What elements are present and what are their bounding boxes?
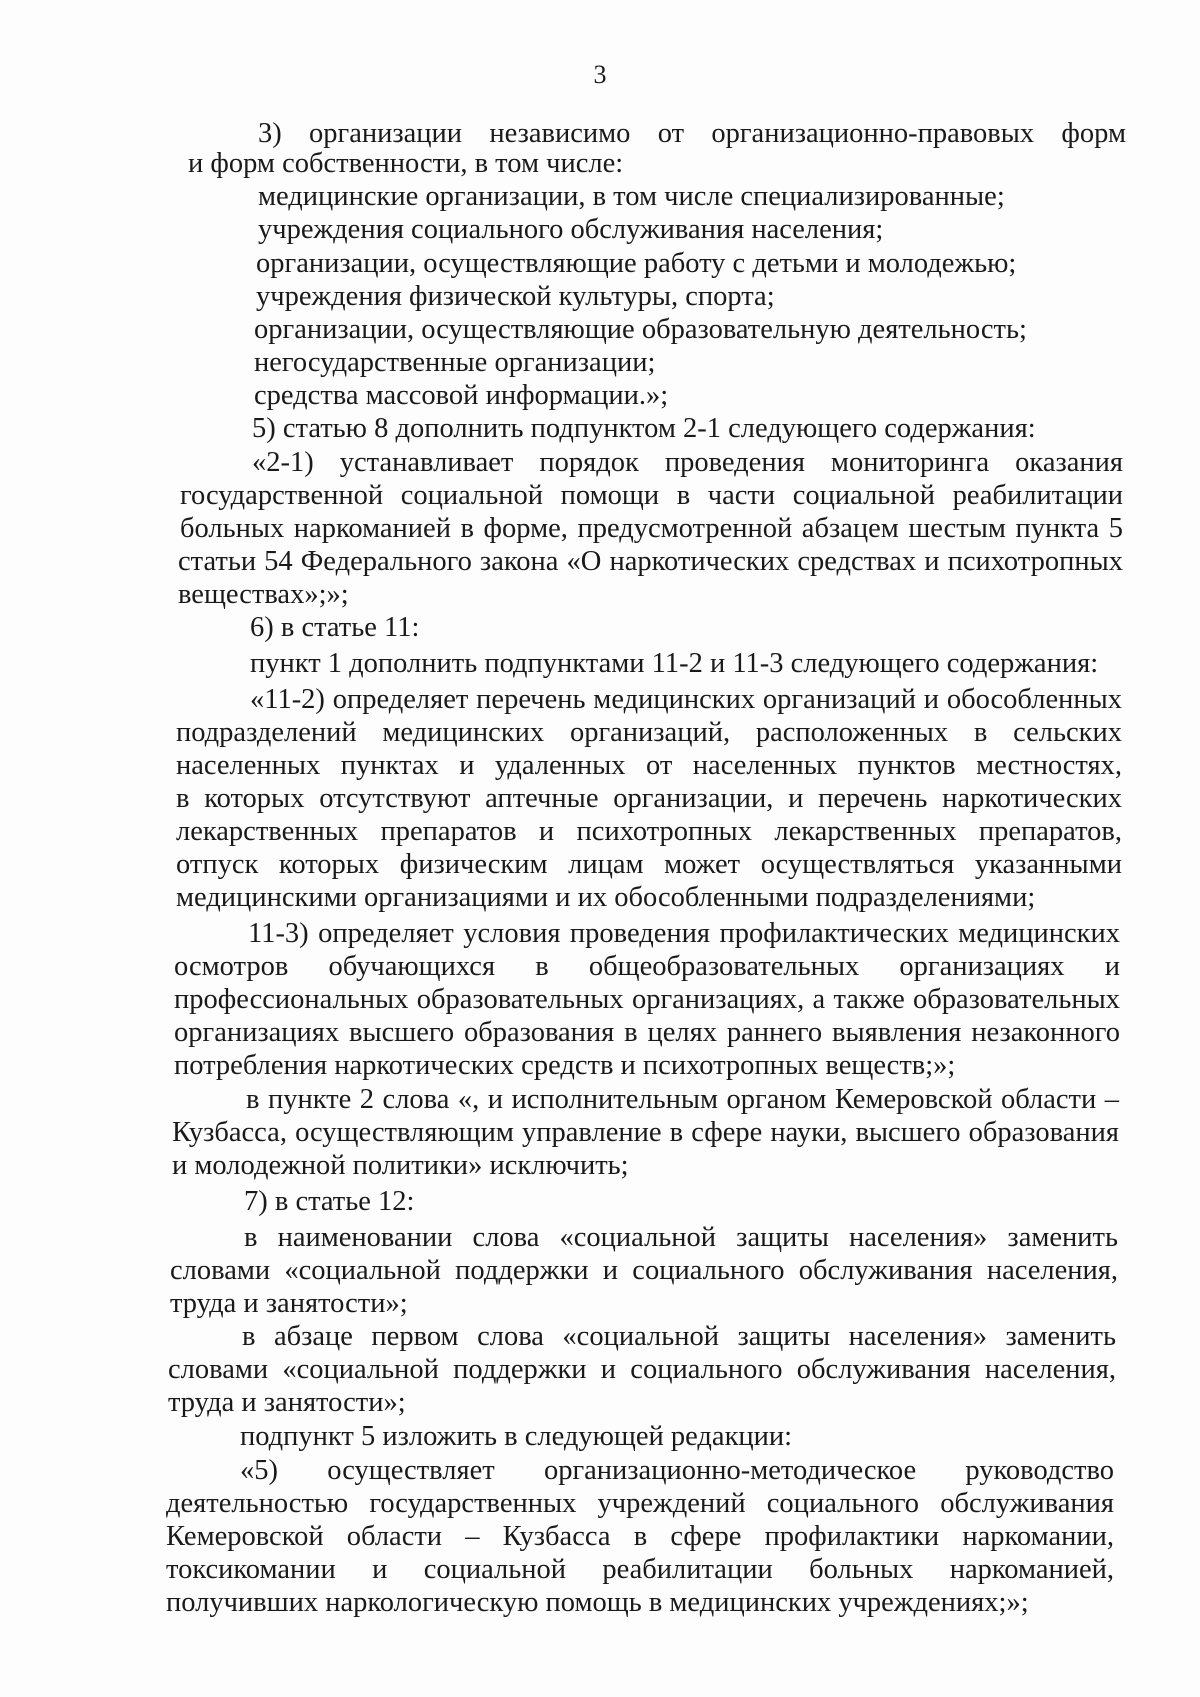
text-line: медицинские организации, в том числе специализированные;	[258, 181, 1005, 212]
text-line: в которых отсутствуют аптечные организации, и перечень наркотических	[176, 783, 1122, 814]
text-line: пункт 1 дополнить подпунктами 11-2 и 11-3 следующего содержания:	[250, 648, 1099, 679]
text-line: потребления наркотических средств и психотропных веществ;»;	[174, 1050, 956, 1081]
text-line: статьи 54 Федерального закона «О наркотических средствах и психотропных	[178, 546, 1123, 577]
text-line: больных наркоманией в форме, предусмотренной абзацем шестым пункта 5	[180, 513, 1123, 544]
text-line: в пункте 2 слова «, и исполнительным органом Кемеровской области –	[246, 1084, 1119, 1115]
text-line: и молодежной политики» исключить;	[172, 1150, 629, 1181]
text-line: труда и занятости»;	[168, 1387, 406, 1418]
text-line: «11-2) определяет перечень медицинских организаций и обособленных	[250, 684, 1122, 715]
text-line: подпункт 5 изложить в следующей редакции:	[240, 1421, 793, 1452]
text-line: организациях высшего образования в целях раннего выявления незаконного	[174, 1017, 1120, 1048]
text-line: веществах»;»;	[178, 579, 349, 610]
text-line: отпуск которых физическим лицам может осуществляться указанными	[176, 849, 1122, 880]
text-line: организации, осуществляющие образовательную деятельность;	[254, 314, 1027, 345]
text-line: учреждения социального обслуживания населения;	[258, 214, 884, 245]
text-line: словами «социальной поддержки и социального обслуживания населения,	[170, 1255, 1118, 1286]
text-line: 6) в статье 11:	[250, 612, 420, 643]
text-line: деятельностью государственных учреждений социального обслуживания	[166, 1488, 1114, 1519]
text-line: 3) организации независимо от организационно-правовых форм	[258, 118, 1126, 149]
text-line: «5) осуществляет организационно-методическое руководство	[240, 1455, 1114, 1486]
text-line: получивших наркологическую помощь в медицинских учреждениях;»;	[166, 1587, 1029, 1618]
text-line: учреждения физической культуры, спорта;	[256, 281, 775, 312]
text-line: негосударственные организации;	[254, 347, 656, 378]
text-line: 11-3) определяет условия проведения профилактических медицинских	[248, 918, 1120, 949]
text-line: в абзаце первом слова «социальной защиты населения» заменить	[242, 1321, 1116, 1352]
text-line: «2-1) устанавливает порядок проведения мониторинга оказания	[252, 447, 1123, 478]
text-line: словами «социальной поддержки и социального обслуживания населения,	[168, 1354, 1116, 1385]
text-line: медицинскими организациями и их обособленными подразделениями;	[176, 882, 1036, 913]
text-line: государственной социальной помощи в части социальной реабилитации	[180, 480, 1123, 511]
text-line: организации, осуществляющие работу с детьми и молодежью;	[256, 248, 1017, 279]
page-number: 3	[593, 60, 607, 89]
text-line: подразделений медицинских организаций, расположенных в сельских	[176, 717, 1122, 748]
text-line: труда и занятости»;	[170, 1288, 408, 1319]
text-line: Кузбасса, осуществляющим управление в сфере науки, высшего образования	[172, 1117, 1119, 1148]
text-line: лекарственных препаратов и психотропных лекарственных препаратов,	[176, 816, 1122, 847]
text-line: в наименовании слова «социальной защиты населения» заменить	[244, 1222, 1118, 1253]
text-line: и форм собственности, в том числе:	[188, 148, 624, 179]
text-line: профессиональных образовательных организациях, а также образовательных	[174, 984, 1120, 1015]
text-line: средства массовой информации.»;	[254, 380, 669, 411]
text-line: населенных пунктах и удаленных от населенных пунктов местностях,	[176, 750, 1122, 781]
text-line: осмотров обучающихся в общеобразовательных организациях и	[174, 951, 1120, 982]
text-line: 5) статью 8 дополнить подпунктом 2-1 следующего содержания:	[252, 413, 1036, 444]
text-line: токсикомании и социальной реабилитации больных наркоманией,	[166, 1554, 1114, 1585]
text-line: Кемеровской области – Кузбасса в сфере профилактики наркомании,	[166, 1521, 1114, 1552]
text-line: 7) в статье 12:	[244, 1186, 415, 1217]
